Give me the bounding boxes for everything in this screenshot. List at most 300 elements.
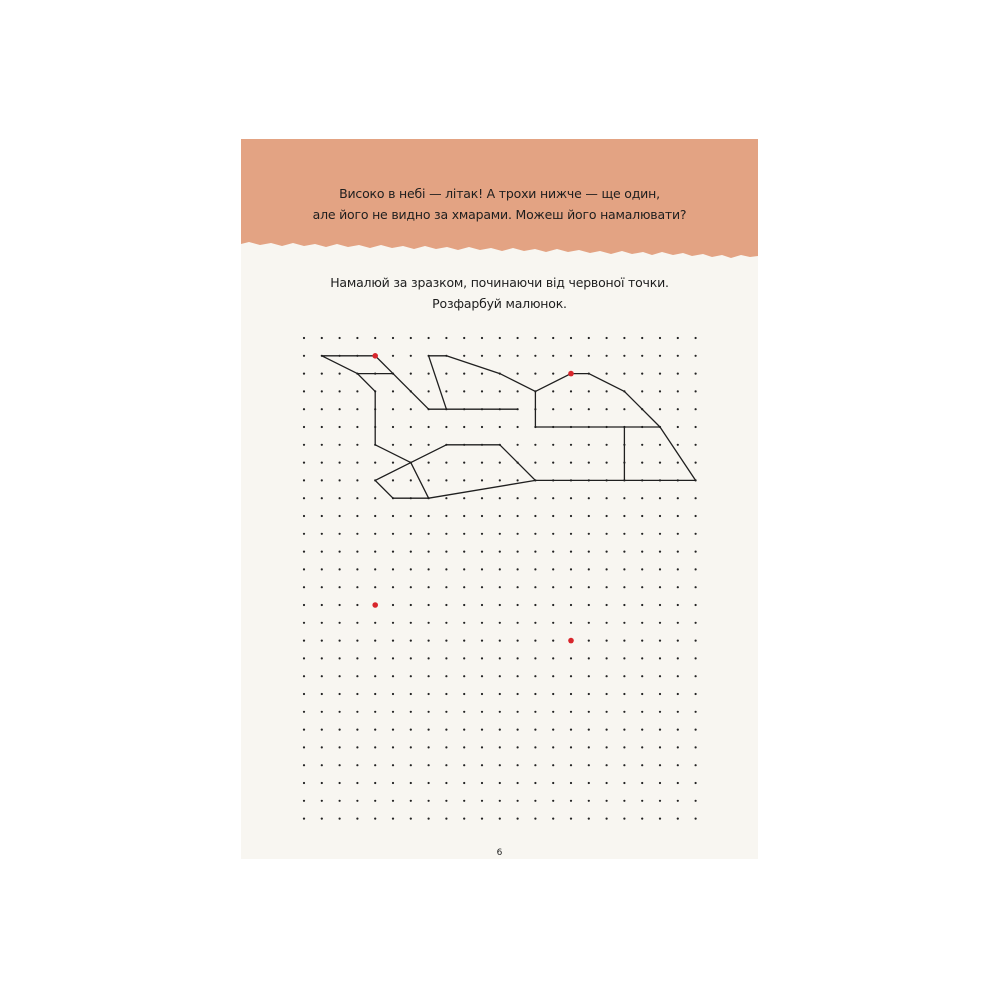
grid-dot [339,622,341,624]
grid-dot [677,497,679,499]
grid-dot [392,337,394,339]
grid-dot [499,390,501,392]
grid-dot [356,675,358,677]
grid-dot [552,675,554,677]
grid-dot [321,675,323,677]
grid-dot [321,373,323,375]
grid-dot [677,622,679,624]
grid-dot [641,515,643,517]
grid-dot [695,764,697,766]
grid-dot [321,657,323,659]
grid-dot [303,586,305,588]
grid-dot [695,568,697,570]
grid-dot [659,462,661,464]
grid-dot [552,746,554,748]
grid-dot [374,657,376,659]
grid-dot [445,746,447,748]
grid-dot [588,657,590,659]
grid-dot [410,711,412,713]
grid-dot [534,337,536,339]
grid-dot [392,515,394,517]
grid-dot [339,782,341,784]
red-start-dot [568,638,574,644]
grid-dot [410,373,412,375]
grid-dot [588,568,590,570]
grid-dot [588,729,590,731]
grid-dot [463,764,465,766]
grid-dot [463,746,465,748]
grid-dot [695,533,697,535]
grid-dot [303,515,305,517]
grid-dot [463,622,465,624]
grid-dot [463,337,465,339]
grid-dot [570,657,572,659]
grid-dot [606,497,608,499]
airplane-outline-segment [624,391,660,427]
grid-dot [606,551,608,553]
grid-dot [481,568,483,570]
grid-dot [321,515,323,517]
intro-line-2: але його не видно за хмарами. Можеш його намалювати? [312,207,687,222]
grid-dot [517,818,519,820]
grid-dot [445,604,447,606]
grid-dot [606,818,608,820]
grid-dot [303,782,305,784]
grid-dot [303,729,305,731]
grid-dot [321,462,323,464]
grid-dot [463,604,465,606]
grid-dot [392,479,394,481]
grid-dot [410,764,412,766]
grid-dot [588,675,590,677]
grid-dot [534,711,536,713]
grid-dot [588,462,590,464]
grid-dot [428,622,430,624]
grid-dot [517,604,519,606]
grid-dot [321,568,323,570]
grid-dot [517,800,519,802]
grid-dot [623,497,625,499]
grid-dot [445,373,447,375]
grid-dot [570,622,572,624]
grid-dot [410,551,412,553]
grid-dot [695,337,697,339]
grid-dot [659,711,661,713]
grid-dot [552,782,554,784]
grid-dot [623,657,625,659]
grid-dot [659,729,661,731]
grid-dot [534,622,536,624]
grid-dot [588,800,590,802]
grid-dot [677,711,679,713]
grid-dot [588,337,590,339]
grid-dot [445,818,447,820]
grid-dot [410,355,412,357]
grid-dot [392,818,394,820]
grid-dot [534,444,536,446]
grid-dot [356,533,358,535]
grid-dot [517,746,519,748]
grid-dot [606,408,608,410]
grid-dot [428,764,430,766]
grid-dot [463,657,465,659]
grid-dot [356,782,358,784]
grid-dot [428,515,430,517]
grid-dot [499,782,501,784]
grid-dot [517,586,519,588]
grid-dot [552,355,554,357]
grid-dot [445,800,447,802]
grid-dot [356,640,358,642]
grid-dot [410,622,412,624]
grid-dot [606,729,608,731]
grid-dot [428,337,430,339]
grid-dot [695,746,697,748]
grid-dot [695,515,697,517]
grid-dot [534,551,536,553]
grid-dot [695,818,697,820]
grid-dot [463,693,465,695]
grid-dot [499,426,501,428]
grid-dot [374,568,376,570]
grid-dot [321,746,323,748]
grid-dot [356,568,358,570]
grid-dot [641,373,643,375]
grid-dot [606,675,608,677]
grid-dot [552,818,554,820]
grid-dot [588,533,590,535]
grid-dot [606,444,608,446]
grid-dot [606,800,608,802]
grid-dot [641,782,643,784]
grid-dot [534,568,536,570]
grid-dot [499,479,501,481]
grid-dot [623,586,625,588]
grid-dot [321,390,323,392]
grid-dot [374,533,376,535]
grid-dot [695,551,697,553]
grid-dot [517,337,519,339]
grid-dot [588,497,590,499]
grid-dot [321,604,323,606]
grid-dot [321,497,323,499]
grid-dot [428,586,430,588]
grid-dot [321,800,323,802]
grid-dot [659,568,661,570]
grid-dot [659,782,661,784]
grid-dot [410,746,412,748]
grid-dot [303,426,305,428]
grid-dot [481,693,483,695]
grid-dot [428,818,430,820]
grid-dot [445,479,447,481]
grid-dot [588,640,590,642]
grid-dot [374,746,376,748]
grid-dot [445,390,447,392]
grid-dot [410,800,412,802]
grid-dot [695,800,697,802]
grid-dot [695,711,697,713]
grid-dot [677,390,679,392]
grid-dot [606,657,608,659]
grid-dot [321,586,323,588]
grid-dot [445,675,447,677]
grid-dot [463,551,465,553]
grid-dot [481,729,483,731]
grid-dot [428,479,430,481]
grid-dot [695,586,697,588]
airplane-outline-segment [375,356,393,374]
grid-dot [570,568,572,570]
grid-dot [606,373,608,375]
grid-dot [499,462,501,464]
grid-dot [623,711,625,713]
grid-dot [534,675,536,677]
grid-dot [677,729,679,731]
grid-dot [517,675,519,677]
grid-dot [552,622,554,624]
grid-dot [570,711,572,713]
grid-dot [499,604,501,606]
grid-dot [392,408,394,410]
grid-dot [463,800,465,802]
grid-dot [303,390,305,392]
grid-dot [499,515,501,517]
grid-dot [410,568,412,570]
grid-dot [321,408,323,410]
grid-dot [392,693,394,695]
grid-dot [623,622,625,624]
grid-dot [339,764,341,766]
grid-dot [677,604,679,606]
grid-dot [303,355,305,357]
grid-dot [445,640,447,642]
grid-dot [410,337,412,339]
grid-dot [339,444,341,446]
grid-dot [356,390,358,392]
grid-dot [677,337,679,339]
airplane-outline-segment [589,374,625,392]
grid-dot [623,764,625,766]
grid-dot [606,533,608,535]
grid-dot [499,533,501,535]
grid-dot [445,426,447,428]
grid-dot [677,818,679,820]
grid-dot [659,586,661,588]
grid-dot [641,657,643,659]
grid-dot [517,426,519,428]
grid-dot [499,729,501,731]
grid-dot [570,586,572,588]
grid-dot [552,533,554,535]
grid-dot [606,390,608,392]
airplane-outline-segment [357,374,375,392]
grid-dot [410,408,412,410]
grid-dot [339,746,341,748]
grid-dot [659,515,661,517]
airplane-outline-segment [393,374,429,410]
grid-dot [588,444,590,446]
grid-dot [303,711,305,713]
grid-dot [606,640,608,642]
grid-dot [677,551,679,553]
grid-dot [481,497,483,499]
grid-dot [481,586,483,588]
grid-dot [641,640,643,642]
grid-dot [339,711,341,713]
grid-dot [606,355,608,357]
grid-dot [677,675,679,677]
airplane-outline-segment [322,356,358,374]
grid-dot [623,693,625,695]
grid-dot [623,355,625,357]
grid-dot [499,568,501,570]
grid-dot [499,622,501,624]
grid-dot [641,800,643,802]
grid-dot [517,711,519,713]
airplane-outline-segment [429,480,536,498]
grid-dot [463,479,465,481]
grid-dot [445,711,447,713]
grid-dot [481,675,483,677]
grid-dot [392,729,394,731]
grid-dot [303,675,305,677]
red-start-dot [372,602,378,608]
grid-dot [374,497,376,499]
grid-dot [410,515,412,517]
grid-dot [606,462,608,464]
grid-dot [303,764,305,766]
grid-dot [534,818,536,820]
grid-dot [321,693,323,695]
grid-dot [677,746,679,748]
grid-dot [677,657,679,659]
grid-dot [534,764,536,766]
grid-dot [570,746,572,748]
grid-dot [339,462,341,464]
grid-dot [303,622,305,624]
airplane-outline-segment [446,356,499,374]
grid-dot [481,640,483,642]
grid-dot [659,373,661,375]
task-line-2: Розфарбуй малюнок. [432,296,567,311]
grid-dot [552,551,554,553]
grid-dot [321,622,323,624]
grid-dot [428,657,430,659]
grid-dot [552,657,554,659]
grid-dot [570,764,572,766]
grid-dot [356,729,358,731]
grid-dot [641,818,643,820]
grid-dot [303,444,305,446]
grid-dot [623,746,625,748]
grid-dot [321,533,323,535]
grid-dot [517,390,519,392]
grid-dot [410,444,412,446]
airplane-sample-drawing [322,356,696,498]
grid-dot [534,355,536,357]
grid-dot [374,462,376,464]
grid-dot [410,479,412,481]
grid-dot [606,746,608,748]
grid-dot [339,818,341,820]
grid-dot [623,800,625,802]
grid-dot [499,711,501,713]
grid-dot [481,746,483,748]
grid-dot [570,497,572,499]
grid-dot [606,622,608,624]
grid-dot [606,586,608,588]
grid-dot [356,426,358,428]
grid-dot [445,657,447,659]
grid-dot [463,426,465,428]
grid-dot [303,604,305,606]
grid-dot [410,426,412,428]
grid-dot [428,426,430,428]
grid-dot [339,390,341,392]
grid-dot [623,675,625,677]
grid-dot [339,586,341,588]
grid-dot [517,693,519,695]
grid-dot [552,729,554,731]
grid-dot [641,337,643,339]
grid-dot [570,675,572,677]
grid-dot [428,693,430,695]
grid-dot [677,800,679,802]
grid-dot [374,711,376,713]
grid-dot [445,693,447,695]
grid-dot [588,604,590,606]
grid-dot [623,568,625,570]
grid-dot [641,568,643,570]
grid-dot [339,657,341,659]
grid-dot [499,640,501,642]
grid-dot [356,586,358,588]
grid-dot [623,729,625,731]
grid-dot [428,711,430,713]
grid-dot [588,390,590,392]
grid-dot [445,462,447,464]
grid-dot [481,782,483,784]
grid-dot [606,337,608,339]
grid-dot [570,408,572,410]
grid-dot [499,586,501,588]
grid-dot [463,373,465,375]
grid-dot [392,622,394,624]
grid-dot [481,515,483,517]
grid-dot [695,604,697,606]
grid-dot [606,782,608,784]
grid-dot [677,373,679,375]
grid-dot [677,444,679,446]
grid-dot [588,693,590,695]
grid-dot [677,426,679,428]
grid-dot [463,568,465,570]
grid-dot [356,337,358,339]
grid-dot [481,818,483,820]
airplane-outline-segment [535,374,571,392]
grid-dot [445,515,447,517]
grid-dot [517,497,519,499]
grid-dot [321,640,323,642]
grid-dot [392,355,394,357]
grid-dot [463,711,465,713]
grid-dot [499,497,501,499]
grid-dot [588,551,590,553]
grid-dot [534,657,536,659]
grid-dot [606,604,608,606]
grid-dot [410,586,412,588]
